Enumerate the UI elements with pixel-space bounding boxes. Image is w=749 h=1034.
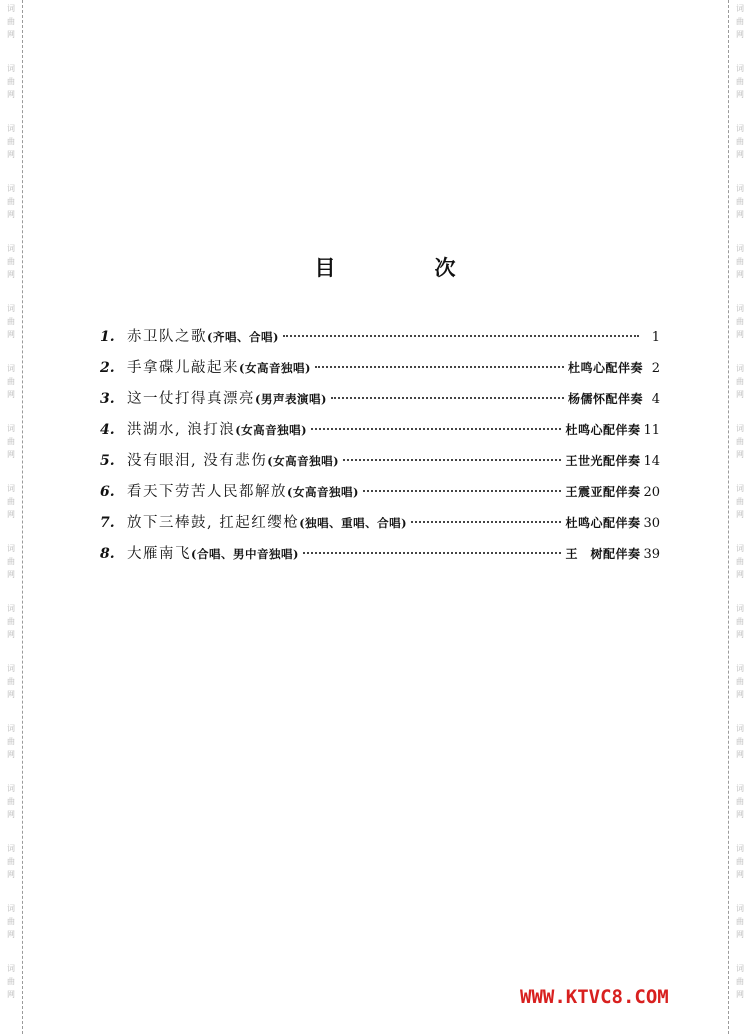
dot-leader [331, 397, 564, 399]
page-number: 1 [651, 330, 660, 345]
watermark-char: 网 [736, 510, 744, 519]
watermark-group [731, 842, 749, 881]
title-char-1: 目 [314, 256, 336, 280]
watermark-char: 网 [7, 510, 15, 519]
watermark-char: 曲 [736, 257, 744, 266]
watermark-char: 词 [736, 604, 744, 613]
watermark-group [731, 122, 749, 161]
watermark-char: 词 [7, 484, 15, 493]
watermark-char: 词 [736, 64, 744, 73]
left-watermark-column [2, 0, 20, 1034]
page-number: 30 [643, 516, 660, 531]
watermark-group [2, 62, 20, 101]
table-of-contents [100, 325, 660, 573]
watermark-char: 网 [7, 30, 15, 39]
song-title: 放下三棒鼓, 扛起红缨枪 [127, 515, 300, 531]
entry-number: 4. [100, 422, 115, 438]
watermark-group [2, 482, 20, 521]
watermark-char: 网 [736, 570, 744, 579]
watermark-char: 曲 [7, 497, 15, 506]
accompaniment-credit: 杜鸣心配伴奏 [567, 361, 643, 375]
watermark-char: 词 [736, 424, 744, 433]
dot-leader [343, 459, 561, 461]
watermark-char: 曲 [7, 197, 15, 206]
watermark-char: 网 [736, 810, 744, 819]
watermark-char: 词 [736, 544, 744, 553]
watermark-char: 词 [7, 904, 15, 913]
watermark-char: 词 [736, 904, 744, 913]
watermark-group [2, 962, 20, 1001]
watermark-char: 词 [7, 604, 15, 613]
watermark-group [731, 2, 749, 41]
dot-leader [283, 335, 639, 337]
watermark-group [731, 602, 749, 641]
watermark-group [731, 302, 749, 341]
watermark-char: 曲 [7, 257, 15, 266]
toc-entry[interactable] [100, 542, 660, 573]
watermark-char: 曲 [7, 77, 15, 86]
watermark-char: 网 [7, 810, 15, 819]
entry-number: 2. [100, 360, 115, 376]
watermark-char: 词 [736, 304, 744, 313]
entry-number: 1. [100, 329, 115, 345]
watermark-char: 曲 [736, 617, 744, 626]
watermark-char: 网 [7, 930, 15, 939]
watermark-group [2, 782, 20, 821]
watermark-group [2, 842, 20, 881]
watermark-char: 词 [7, 664, 15, 673]
watermark-char: 曲 [736, 197, 744, 206]
watermark-char: 曲 [7, 917, 15, 926]
watermark-char: 曲 [7, 17, 15, 26]
watermark-char: 曲 [7, 137, 15, 146]
dot-leader [411, 521, 561, 523]
watermark-group [731, 542, 749, 581]
watermark-char: 网 [7, 690, 15, 699]
watermark-char: 曲 [736, 497, 744, 506]
song-title: 赤卫队之歌 [127, 329, 207, 345]
performance-note: (齐唱、合唱) [207, 330, 279, 344]
watermark-char: 词 [736, 664, 744, 673]
performance-note: (合唱、男中音独唱) [191, 547, 299, 561]
watermark-char: 网 [7, 630, 15, 639]
watermark-char: 曲 [7, 317, 15, 326]
watermark-char: 词 [7, 184, 15, 193]
song-title: 这一仗打得真漂亮 [127, 391, 255, 407]
watermark-char: 曲 [736, 17, 744, 26]
watermark-char: 网 [736, 930, 744, 939]
entry-number: 8. [100, 546, 115, 562]
watermark-char: 网 [7, 570, 15, 579]
watermark-char: 网 [736, 270, 744, 279]
dot-leader [311, 428, 561, 430]
watermark-group [2, 722, 20, 761]
watermark-char: 网 [736, 330, 744, 339]
dot-leader [303, 552, 562, 554]
left-dashed-border [22, 0, 23, 1034]
toc-entry[interactable] [100, 511, 660, 542]
watermark-char: 词 [7, 544, 15, 553]
toc-entry[interactable] [100, 418, 660, 449]
watermark-group [731, 782, 749, 821]
watermark-group [2, 542, 20, 581]
watermark-group [731, 482, 749, 521]
watermark-char: 词 [7, 724, 15, 733]
toc-title [300, 252, 470, 282]
page-number: 39 [643, 547, 660, 562]
watermark-char: 词 [7, 364, 15, 373]
watermark-char: 网 [736, 210, 744, 219]
watermark-char: 曲 [736, 317, 744, 326]
watermark-char: 词 [7, 124, 15, 133]
watermark-char: 曲 [736, 377, 744, 386]
dot-leader [363, 490, 562, 492]
watermark-group [731, 422, 749, 461]
watermark-char: 词 [736, 844, 744, 853]
watermark-char: 网 [736, 630, 744, 639]
watermark-char: 网 [736, 750, 744, 759]
watermark-char: 网 [7, 270, 15, 279]
watermark-char: 词 [7, 4, 15, 13]
watermark-char: 曲 [7, 737, 15, 746]
entry-number: 7. [100, 515, 115, 531]
watermark-group [2, 2, 20, 41]
toc-entry[interactable] [100, 325, 660, 356]
watermark-char: 词 [736, 484, 744, 493]
watermark-char: 曲 [7, 377, 15, 386]
watermark-char: 曲 [736, 737, 744, 746]
watermark-char: 网 [7, 90, 15, 99]
watermark-char: 网 [7, 150, 15, 159]
watermark-char: 词 [7, 964, 15, 973]
page-number: 11 [643, 423, 660, 438]
watermark-char: 曲 [736, 437, 744, 446]
watermark-group [731, 722, 749, 761]
watermark-group [731, 962, 749, 1001]
performance-note: (女高音独唱) [287, 485, 359, 499]
watermark-char: 曲 [736, 797, 744, 806]
toc-entry[interactable] [100, 387, 660, 418]
accompaniment-credit: 杜鸣心配伴奏 [565, 516, 641, 530]
watermark-group [2, 422, 20, 461]
song-title: 大雁南飞 [127, 546, 191, 562]
watermark-char: 词 [736, 124, 744, 133]
watermark-char: 网 [7, 870, 15, 879]
watermark-char: 网 [7, 750, 15, 759]
watermark-char: 词 [7, 424, 15, 433]
watermark-group [731, 362, 749, 401]
site-logo: WWW.KTVC8.COM [520, 986, 669, 1008]
watermark-char: 曲 [736, 137, 744, 146]
performance-note: (女高音独唱) [235, 423, 308, 437]
watermark-char: 网 [736, 870, 744, 879]
watermark-char: 词 [736, 244, 744, 253]
watermark-group [731, 62, 749, 101]
watermark-char: 词 [736, 364, 744, 373]
toc-entry[interactable] [100, 449, 660, 480]
dot-leader [315, 366, 564, 368]
right-dashed-border [728, 0, 729, 1034]
watermark-char: 网 [7, 990, 15, 999]
watermark-char: 曲 [7, 677, 15, 686]
song-title: 没有眼泪, 没有悲伤 [127, 453, 268, 469]
accompaniment-credit: 杨儒怀配伴奏 [567, 392, 643, 406]
watermark-char: 词 [7, 844, 15, 853]
watermark-group [731, 242, 749, 281]
entry-number: 3. [100, 391, 115, 407]
watermark-char: 词 [7, 304, 15, 313]
accompaniment-credit: 王震亚配伴奏 [565, 485, 641, 499]
watermark-group [2, 302, 20, 341]
watermark-char: 曲 [7, 857, 15, 866]
watermark-char: 词 [736, 184, 744, 193]
watermark-group [2, 122, 20, 161]
accompaniment-credit: 王世光配伴奏 [565, 454, 641, 468]
performance-note: (独唱、重唱、合唱) [299, 516, 408, 530]
watermark-group [731, 662, 749, 701]
watermark-char: 曲 [7, 557, 15, 566]
page-number: 14 [643, 454, 660, 469]
watermark-group [2, 242, 20, 281]
song-title: 看天下劳苦人民都解放 [127, 484, 287, 500]
page-number: 2 [651, 361, 660, 376]
accompaniment-credit: 王 树配伴奏 [565, 547, 641, 561]
watermark-char: 词 [736, 784, 744, 793]
performance-note: (男声表演唱) [255, 392, 327, 406]
title-char-2: 次 [434, 256, 456, 280]
right-watermark-column [731, 0, 749, 1034]
watermark-char: 曲 [7, 977, 15, 986]
watermark-char: 词 [7, 784, 15, 793]
watermark-char: 曲 [7, 617, 15, 626]
watermark-char: 词 [7, 244, 15, 253]
watermark-group [2, 182, 20, 221]
entry-number: 6. [100, 484, 115, 500]
watermark-group [2, 362, 20, 401]
watermark-char: 曲 [736, 857, 744, 866]
watermark-group [2, 602, 20, 641]
song-title: 手拿碟儿敲起来 [127, 360, 239, 376]
page-number: 20 [643, 485, 660, 500]
watermark-char: 网 [7, 390, 15, 399]
watermark-char: 词 [736, 724, 744, 733]
watermark-char: 词 [736, 4, 744, 13]
performance-note: (女高音独唱) [239, 361, 311, 375]
watermark-char: 网 [736, 690, 744, 699]
watermark-char: 曲 [736, 557, 744, 566]
watermark-char: 曲 [736, 977, 744, 986]
watermark-group [2, 662, 20, 701]
watermark-char: 网 [736, 30, 744, 39]
toc-entry[interactable] [100, 480, 660, 511]
song-title: 洪湖水, 浪打浪 [127, 422, 236, 438]
entry-number: 5. [100, 453, 115, 469]
watermark-char: 网 [736, 150, 744, 159]
accompaniment-credit: 杜鸣心配伴奏 [565, 423, 641, 437]
watermark-group [2, 902, 20, 941]
toc-entry[interactable] [100, 356, 660, 387]
watermark-char: 网 [7, 450, 15, 459]
watermark-char: 网 [7, 210, 15, 219]
watermark-char: 网 [736, 990, 744, 999]
watermark-char: 词 [736, 964, 744, 973]
watermark-char: 曲 [736, 917, 744, 926]
watermark-char: 网 [7, 330, 15, 339]
watermark-char: 曲 [7, 437, 15, 446]
watermark-char: 曲 [736, 77, 744, 86]
watermark-char: 曲 [736, 677, 744, 686]
page-number: 4 [651, 392, 660, 407]
watermark-char: 词 [7, 64, 15, 73]
watermark-char: 网 [736, 450, 744, 459]
performance-note: (女高音独唱) [267, 454, 340, 468]
watermark-char: 曲 [7, 797, 15, 806]
watermark-group [731, 182, 749, 221]
watermark-group [731, 902, 749, 941]
watermark-char: 网 [736, 90, 744, 99]
watermark-char: 网 [736, 390, 744, 399]
